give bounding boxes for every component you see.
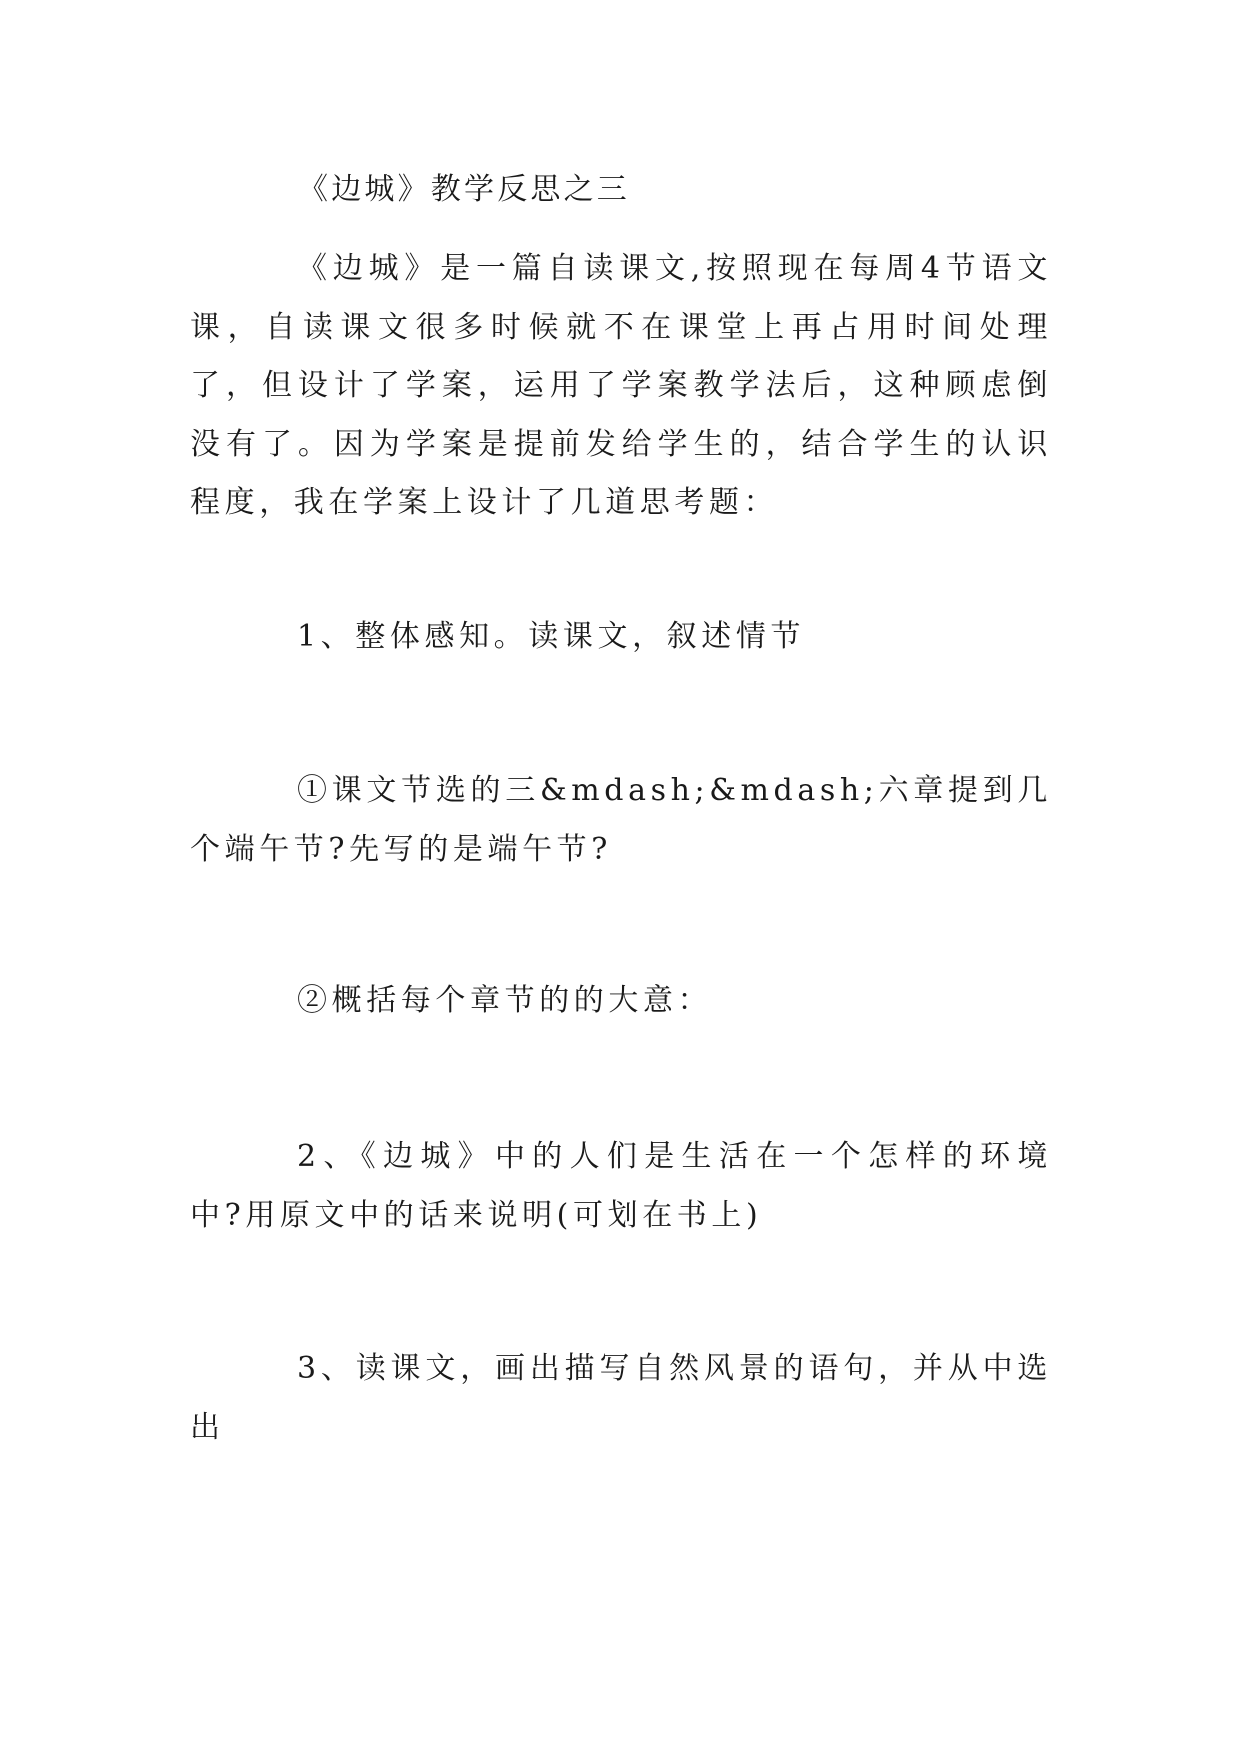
question-1a: ①课文节选的三&mdash;&mdash;六章提到几个端午节?先写的是端午节? xyxy=(190,773,1052,867)
question-2: 2、《边城》中的人们是生活在一个怎样的环境中?用原文中的话来说明(可划在书上) xyxy=(190,1139,1052,1233)
question-1b: ②概括每个章节的的大意： xyxy=(297,983,713,1018)
question-1: 1、整体感知。读课文，叙述情节 xyxy=(297,619,806,654)
question-3: 3、读课文，画出描写自然风景的语句，并从中选出 xyxy=(190,1351,1052,1445)
document-title: 《边城》教学反思之三 xyxy=(298,172,630,207)
intro-paragraph: 《边城》是一篇自读课文,按照现在每周4节语文课，自读课文很多时候就不在课堂上再占用时间处理了，但设计了学案，运用了学案教学法后，这种顾虑倒没有了。因为学案是提前发给学生的，结合学生的认识程度，我在学案上设计了几道思考题： xyxy=(190,251,1052,520)
